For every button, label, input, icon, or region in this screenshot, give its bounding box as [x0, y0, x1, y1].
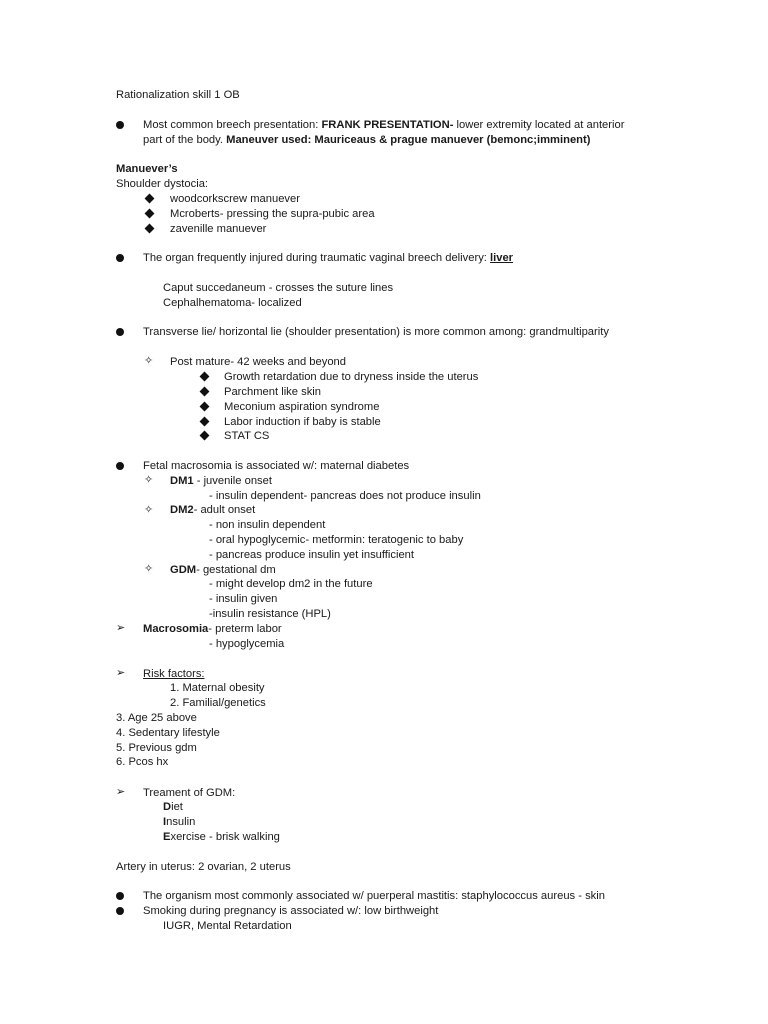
star-bullet-icon: ✧ [144, 563, 154, 575]
maneuver-item: zavenille manuever [170, 223, 267, 235]
treatment-diet: Diet [163, 801, 183, 813]
dm2-detail: - oral hypoglycemic- metformin: teratogenic to baby [209, 534, 464, 546]
bullet-dot [116, 462, 124, 470]
diamond-bullet [200, 417, 210, 427]
caput-line: Caput succedaneum - crosses the suture lines [163, 282, 394, 294]
bullet-dot [116, 907, 124, 915]
diamond-bullet [200, 402, 210, 412]
risk-factors-heading: Risk factors: [143, 668, 205, 680]
arrow-bullet-icon: ➢ [116, 786, 126, 798]
artery-line: Artery in uterus: 2 ovarian, 2 uterus [116, 861, 291, 873]
bullet-dot [116, 328, 124, 336]
risk-factor-item: 2. Familial/genetics [170, 697, 266, 709]
star-bullet-icon: ✧ [144, 474, 154, 486]
dm1-line: DM1 - juvenile onset [170, 475, 272, 487]
gdm-detail: -insulin resistance (HPL) [209, 608, 331, 620]
diamond-bullet [145, 209, 155, 219]
diamond-bullet [200, 372, 210, 382]
arrow-bullet-icon: ➢ [116, 622, 126, 634]
bullet-dot [116, 254, 124, 262]
organ-question: The organ frequently injured during traumatic vaginal breech delivery: liver [143, 252, 514, 264]
treatment-exercise: Exercise - brisk walking [163, 831, 280, 843]
star-bullet-icon: ✧ [144, 504, 154, 516]
risk-factor-item: 5. Previous gdm [116, 742, 197, 754]
breech-line-2: part of the body. Maneuver used: Mauriceaus & prague manuever (bemonc;imminent) [143, 134, 591, 146]
macrosomia-line: Fetal macrosomia is associated w/: maternal diabetes [143, 460, 410, 472]
post-mature-item: Labor induction if baby is stable [224, 416, 381, 428]
dm2-line: DM2- adult onset [170, 504, 256, 516]
risk-factor-item: 6. Pcos hx [116, 756, 169, 768]
risk-factor-item: 1. Maternal obesity [170, 682, 265, 694]
post-mature-line: Post mature- 42 weeks and beyond [170, 356, 346, 368]
treatment-heading: Treament of GDM: [143, 787, 236, 799]
breech-line-1: Most common breech presentation: FRANK PRESENTATION- lower extremity located at anterior [143, 119, 625, 131]
post-mature-item: STAT CS [224, 430, 270, 442]
bullet-dot [116, 892, 124, 900]
maneuver-item: Mcroberts- pressing the supra-pubic area [170, 208, 375, 220]
gdm-detail: - might develop dm2 in the future [209, 578, 373, 590]
post-mature-item: Growth retardation due to dryness inside the uterus [224, 371, 479, 383]
diamond-bullet [200, 387, 210, 397]
treatment-insulin: Insulin [163, 816, 196, 828]
mastitis-line: The organism most commonly associated w/ puerperal mastitis: staphylococcus aureus - skin [143, 890, 605, 902]
shoulder-dystocia-label: Shoulder dystocia: [116, 178, 209, 190]
maneuver-item: woodcorkscrew manuever [170, 193, 300, 205]
transverse-line: Transverse lie/ horizontal lie (shoulder presentation) is more common among: grandmultiparity [143, 326, 609, 338]
cephalhematoma-line: Cephalhematoma- localized [163, 297, 302, 309]
arrow-bullet-icon: ➢ [116, 667, 126, 679]
diamond-bullet [200, 431, 210, 441]
dm2-detail: - non insulin dependent [209, 519, 326, 531]
diamond-bullet [145, 194, 155, 204]
post-mature-item: Meconium aspiration syndrome [224, 401, 380, 413]
risk-factor-item: 3. Age 25 above [116, 712, 197, 724]
gdm-line: GDM- gestational dm [170, 564, 276, 576]
smoking-line: Smoking during pregnancy is associated w/: low birthweight [143, 905, 439, 917]
diamond-bullet [145, 224, 155, 234]
risk-factor-item: 4. Sedentary lifestyle [116, 727, 220, 739]
iugr-line: IUGR, Mental Retardation [163, 920, 292, 932]
gdm-detail: - insulin given [209, 593, 278, 605]
maneuvers-heading: Manuever’s [116, 163, 178, 175]
bullet-dot [116, 121, 124, 129]
dm1-detail: - insulin dependent- pancreas does not produce insulin [209, 490, 481, 502]
macrosomia-effects-line: Macrosomia- preterm labor [143, 623, 282, 635]
star-bullet-icon: ✧ [144, 355, 154, 367]
document-title: Rationalization skill 1 OB [116, 89, 240, 101]
dm2-detail: - pancreas produce insulin yet insufficient [209, 549, 415, 561]
post-mature-item: Parchment like skin [224, 386, 321, 398]
macrosomia-effect-detail: - hypoglycemia [209, 638, 285, 650]
